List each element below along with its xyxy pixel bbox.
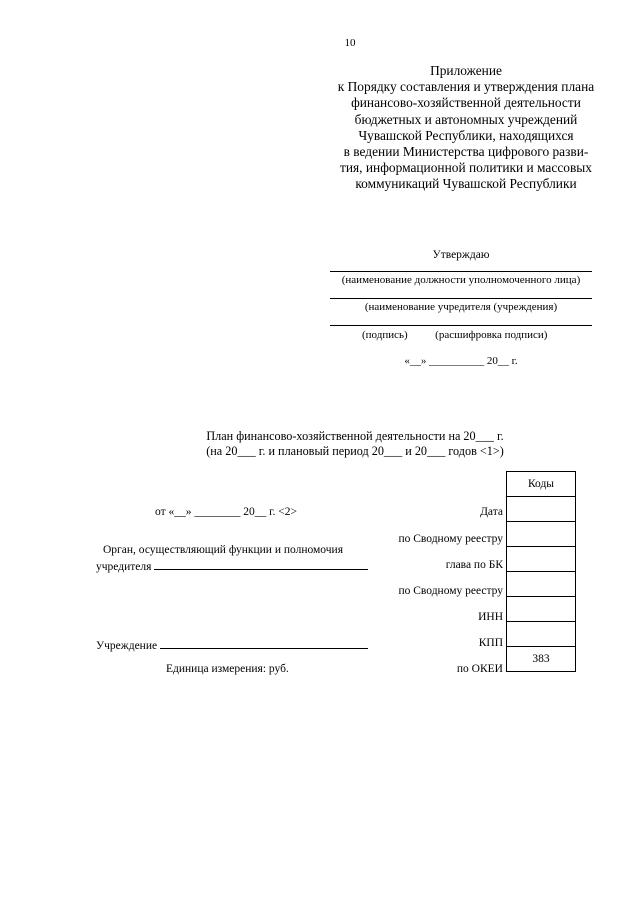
founder-label-line1: Орган, осуществляющий функции и полномочия: [103, 544, 343, 556]
code-label-date: Дата: [480, 506, 503, 518]
page-number: 10: [344, 37, 356, 49]
founder-fill-line: [154, 558, 368, 570]
institution-fill-line: [160, 637, 368, 649]
institution-label: Учреждение: [96, 640, 158, 652]
code-label-bk: глава по БК: [445, 559, 503, 571]
institution-row: [96, 637, 368, 652]
code-cell-registry: [507, 522, 576, 547]
appendix-line: тия, информационной политики и массовых: [340, 160, 592, 176]
signature-captions: [362, 329, 547, 341]
position-line: [330, 271, 592, 272]
approval-title: Утверждаю: [432, 249, 490, 261]
code-cell-registry-2: [507, 572, 576, 597]
date-from: от «__» ________ 20__ г. <2>: [155, 506, 298, 518]
institution-caption: (наименование учредителя (учреждения): [364, 301, 558, 313]
appendix-line: коммуникаций Чувашской Республики: [355, 176, 577, 192]
founder-label-line2: [96, 558, 368, 573]
decode-caption: (расшифровка подписи): [435, 329, 548, 341]
appendix-line: в ведении Министерства цифрового разви-: [343, 144, 589, 160]
founder-label: учредителя: [96, 561, 152, 573]
plan-title-block: [130, 429, 580, 459]
code-cell-inn: [507, 597, 576, 622]
code-cell-bk: [507, 547, 576, 572]
code-label-inn: ИНН: [478, 611, 503, 623]
plan-title: План финансово-хозяйственной деятельности на 20___ г.: [206, 429, 504, 443]
appendix-header: [326, 63, 606, 193]
signature-line: [330, 325, 592, 326]
code-label-registry: по Сводному реестру: [398, 533, 503, 545]
appendix-line: Приложение: [430, 63, 502, 78]
plan-subtitle: (на 20___ г. и плановый период 20___ и 20___ годов <1>): [206, 444, 504, 458]
appendix-line: к Порядку составления и утверждения плана: [337, 79, 595, 95]
appendix-line: бюджетных и автономных учреждений: [354, 111, 578, 127]
signature-caption: (подпись): [362, 329, 408, 341]
appendix-line: финансово-хозяйственной деятельности: [351, 95, 581, 111]
codes-table: [506, 471, 576, 672]
appendix-line: Чувашской Республики, находящихся: [358, 127, 574, 143]
code-cell-okei: 383: [507, 647, 576, 672]
code-label-registry-2: по Сводному реестру: [398, 585, 503, 597]
unit-label: Единица измерения: руб.: [166, 663, 289, 675]
code-cell-kpp: [507, 622, 576, 647]
codes-header: Коды: [507, 472, 576, 497]
position-caption: (наименование должности уполномоченного лица): [341, 274, 581, 286]
code-label-kpp: КПП: [478, 637, 503, 649]
approval-date: «__» __________ 20__ г.: [404, 355, 518, 367]
institution-line: [330, 298, 592, 299]
code-label-okei: по ОКЕИ: [456, 663, 503, 675]
code-cell-date: [507, 497, 576, 522]
